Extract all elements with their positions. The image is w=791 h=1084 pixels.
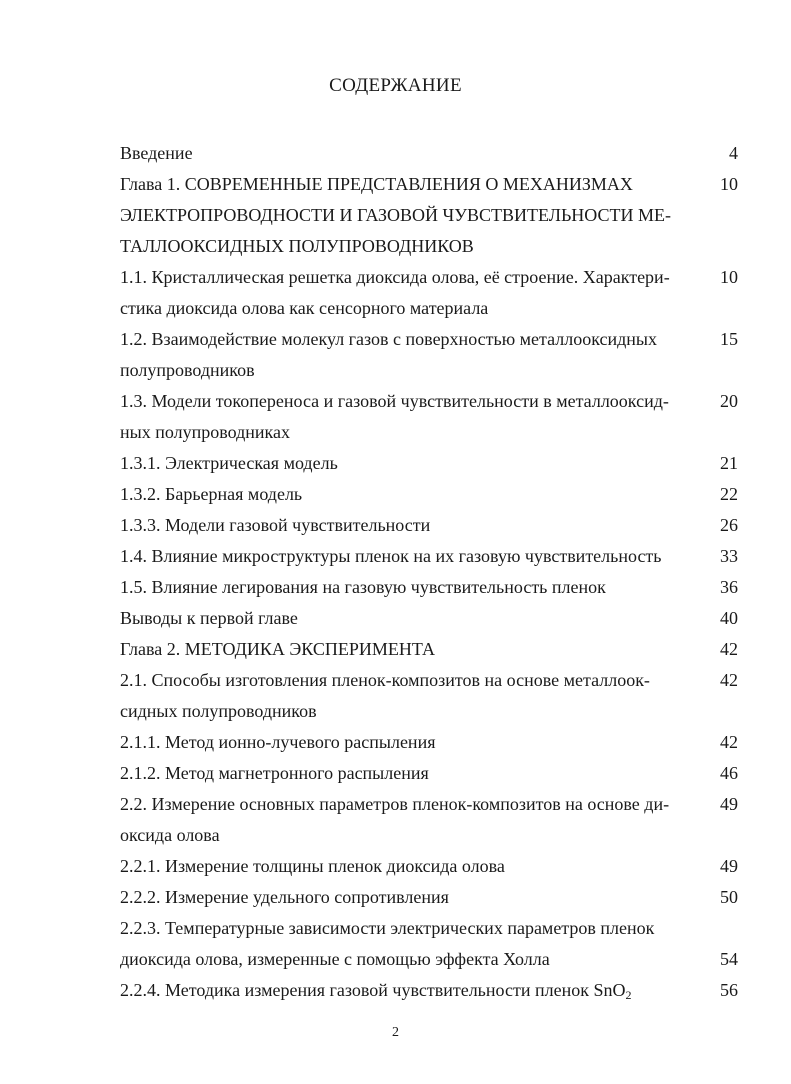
toc-entry-line: 2.2.4. Методика измерения газовой чувствительности пленок SnO — [120, 980, 626, 1000]
toc-page-number: 42 — [720, 639, 738, 659]
toc-entry-line: 1.3.1. Электрическая модель — [120, 453, 338, 473]
toc-entry-text — [120, 448, 740, 479]
toc-entry — [120, 913, 740, 975]
toc-entry — [120, 851, 740, 882]
toc-page-number: 42 — [720, 670, 738, 690]
toc-entry — [120, 169, 740, 262]
toc-page-number: 26 — [720, 515, 738, 535]
toc-page-number: 42 — [720, 732, 738, 752]
toc-entry-text — [120, 758, 740, 789]
toc-entry-line: ТАЛЛООКСИДНЫХ ПОЛУПРОВОДНИКОВ — [120, 236, 474, 256]
toc-page-number: 20 — [720, 391, 738, 411]
toc-entry-line: 2.2.3. Температурные зависимости электрических параметров пленок — [120, 918, 655, 938]
toc-page-number: 50 — [720, 887, 738, 907]
toc-entry-text — [120, 355, 740, 386]
toc-entry — [120, 572, 740, 603]
toc-page-number: 46 — [720, 763, 738, 783]
toc-page-number: 21 — [720, 453, 738, 473]
toc-page-number: 40 — [720, 608, 738, 628]
toc-page-number: 10 — [720, 267, 738, 287]
toc-page-number: 4 — [729, 143, 738, 163]
toc-entry — [120, 448, 740, 479]
toc-page-number: 36 — [720, 577, 738, 597]
toc-entry-text — [120, 262, 740, 293]
toc-entry-text — [120, 913, 740, 944]
toc-entry-line: 2.1.2. Метод магнетронного распыления — [120, 763, 429, 783]
toc-entry-line: 1.4. Влияние микроструктуры пленок на их газовую чувствительность — [120, 546, 662, 566]
toc-entry — [120, 479, 740, 510]
toc-subscript: 2 — [625, 988, 632, 1002]
toc-page-number: 56 — [720, 980, 738, 1000]
toc-entry-text — [120, 944, 740, 975]
toc-page-number: 33 — [720, 546, 738, 566]
page-number: 2 — [392, 1025, 399, 1040]
toc-entry-line: 1.2. Взаимодействие молекул газов с поверхностью металлооксидных — [120, 329, 658, 349]
toc-entry-text — [120, 169, 740, 200]
toc-entry-text — [120, 510, 740, 541]
toc-entry — [120, 975, 740, 1006]
toc-entry-line: 2.2.1. Измерение толщины пленок диоксида олова — [120, 856, 505, 876]
toc-entry-text — [120, 138, 740, 169]
toc-entry-line: ЭЛЕКТРОПРОВОДНОСТИ И ГАЗОВОЙ ЧУВСТВИТЕЛЬНОСТИ МЕ- — [120, 205, 671, 225]
toc-entry-line: 1.3.2. Барьерная модель — [120, 484, 303, 504]
toc-entry-text — [120, 231, 740, 262]
toc-entry-line: 2.1.1. Метод ионно-лучевого распыления — [120, 732, 436, 752]
toc-entry-line: диоксида олова, измеренные с помощью эффекта Холла — [120, 949, 550, 969]
toc-entry — [120, 665, 740, 727]
toc-entry — [120, 386, 740, 448]
toc-entry-text — [120, 572, 740, 603]
toc-entry — [120, 727, 740, 758]
toc-entry — [120, 603, 740, 634]
toc-entry-line: 1.5. Влияние легирования на газовую чувствительность пленок — [120, 577, 606, 597]
toc-page-number: 15 — [720, 329, 738, 349]
toc-entry-text — [120, 727, 740, 758]
toc-entry-line: полупроводников — [120, 360, 255, 380]
toc-entry-text — [120, 665, 740, 696]
toc-entry — [120, 634, 740, 665]
toc-entry-line: 2.2. Измерение основных параметров пленок-композитов на основе ди- — [120, 794, 670, 814]
toc-entry-text — [120, 634, 740, 665]
toc-entry-text — [120, 696, 740, 727]
toc-entry-line: Выводы к первой главе — [120, 608, 298, 628]
toc-entry — [120, 758, 740, 789]
toc-entry-line: 2.2.2. Измерение удельного сопротивления — [120, 887, 449, 907]
toc-entry-line: 1.3.3. Модели газовой чувствительности — [120, 515, 431, 535]
page-title: СОДЕРЖАНИЕ — [329, 75, 462, 96]
toc-entry-text — [120, 324, 740, 355]
toc-page-number: 10 — [720, 174, 738, 194]
toc-entry — [120, 510, 740, 541]
toc-page-number: 54 — [720, 949, 738, 969]
toc-entry-text — [120, 200, 740, 231]
toc-entry-line: стика диоксида олова как сенсорного материала — [120, 298, 489, 318]
toc-entry-text — [120, 293, 740, 324]
toc-entry — [120, 882, 740, 913]
table-of-contents — [120, 138, 740, 1006]
toc-entry-text — [120, 851, 740, 882]
toc-entry — [120, 138, 740, 169]
toc-entry-line: 1.1. Кристаллическая решетка диоксида олова, её строение. Характери- — [120, 267, 670, 287]
toc-entry-line: 2.1. Способы изготовления пленок-композитов на основе металлоок- — [120, 670, 650, 690]
toc-entry — [120, 789, 740, 851]
toc-entry-text — [120, 789, 740, 820]
toc-page-number: 49 — [720, 794, 738, 814]
toc-entry-text — [120, 603, 740, 634]
toc-entry-text — [120, 417, 740, 448]
toc-page-number: 22 — [720, 484, 738, 504]
toc-entry — [120, 541, 740, 572]
toc-entry-line: Глава 2. МЕТОДИКА ЭКСПЕРИМЕНТА — [120, 639, 435, 659]
toc-entry-text — [120, 975, 740, 1006]
toc-entry-text — [120, 386, 740, 417]
toc-entry-line: ных полупроводниках — [120, 422, 290, 442]
toc-entry-line: 1.3. Модели токопереноса и газовой чувствительности в металлооксид- — [120, 391, 669, 411]
toc-entry-text — [120, 541, 740, 572]
toc-page-number: 49 — [720, 856, 738, 876]
toc-entry — [120, 262, 740, 324]
toc-entry-line: оксида олова — [120, 825, 220, 845]
toc-entry — [120, 324, 740, 386]
toc-entry-line: Глава 1. СОВРЕМЕННЫЕ ПРЕДСТАВЛЕНИЯ О МЕХАНИЗМАХ — [120, 174, 633, 194]
toc-entry-text — [120, 479, 740, 510]
toc-entry-line: Введение — [120, 143, 193, 163]
toc-entry-text — [120, 820, 740, 851]
toc-entry-text — [120, 882, 740, 913]
toc-entry-line: сидных полупроводников — [120, 701, 317, 721]
